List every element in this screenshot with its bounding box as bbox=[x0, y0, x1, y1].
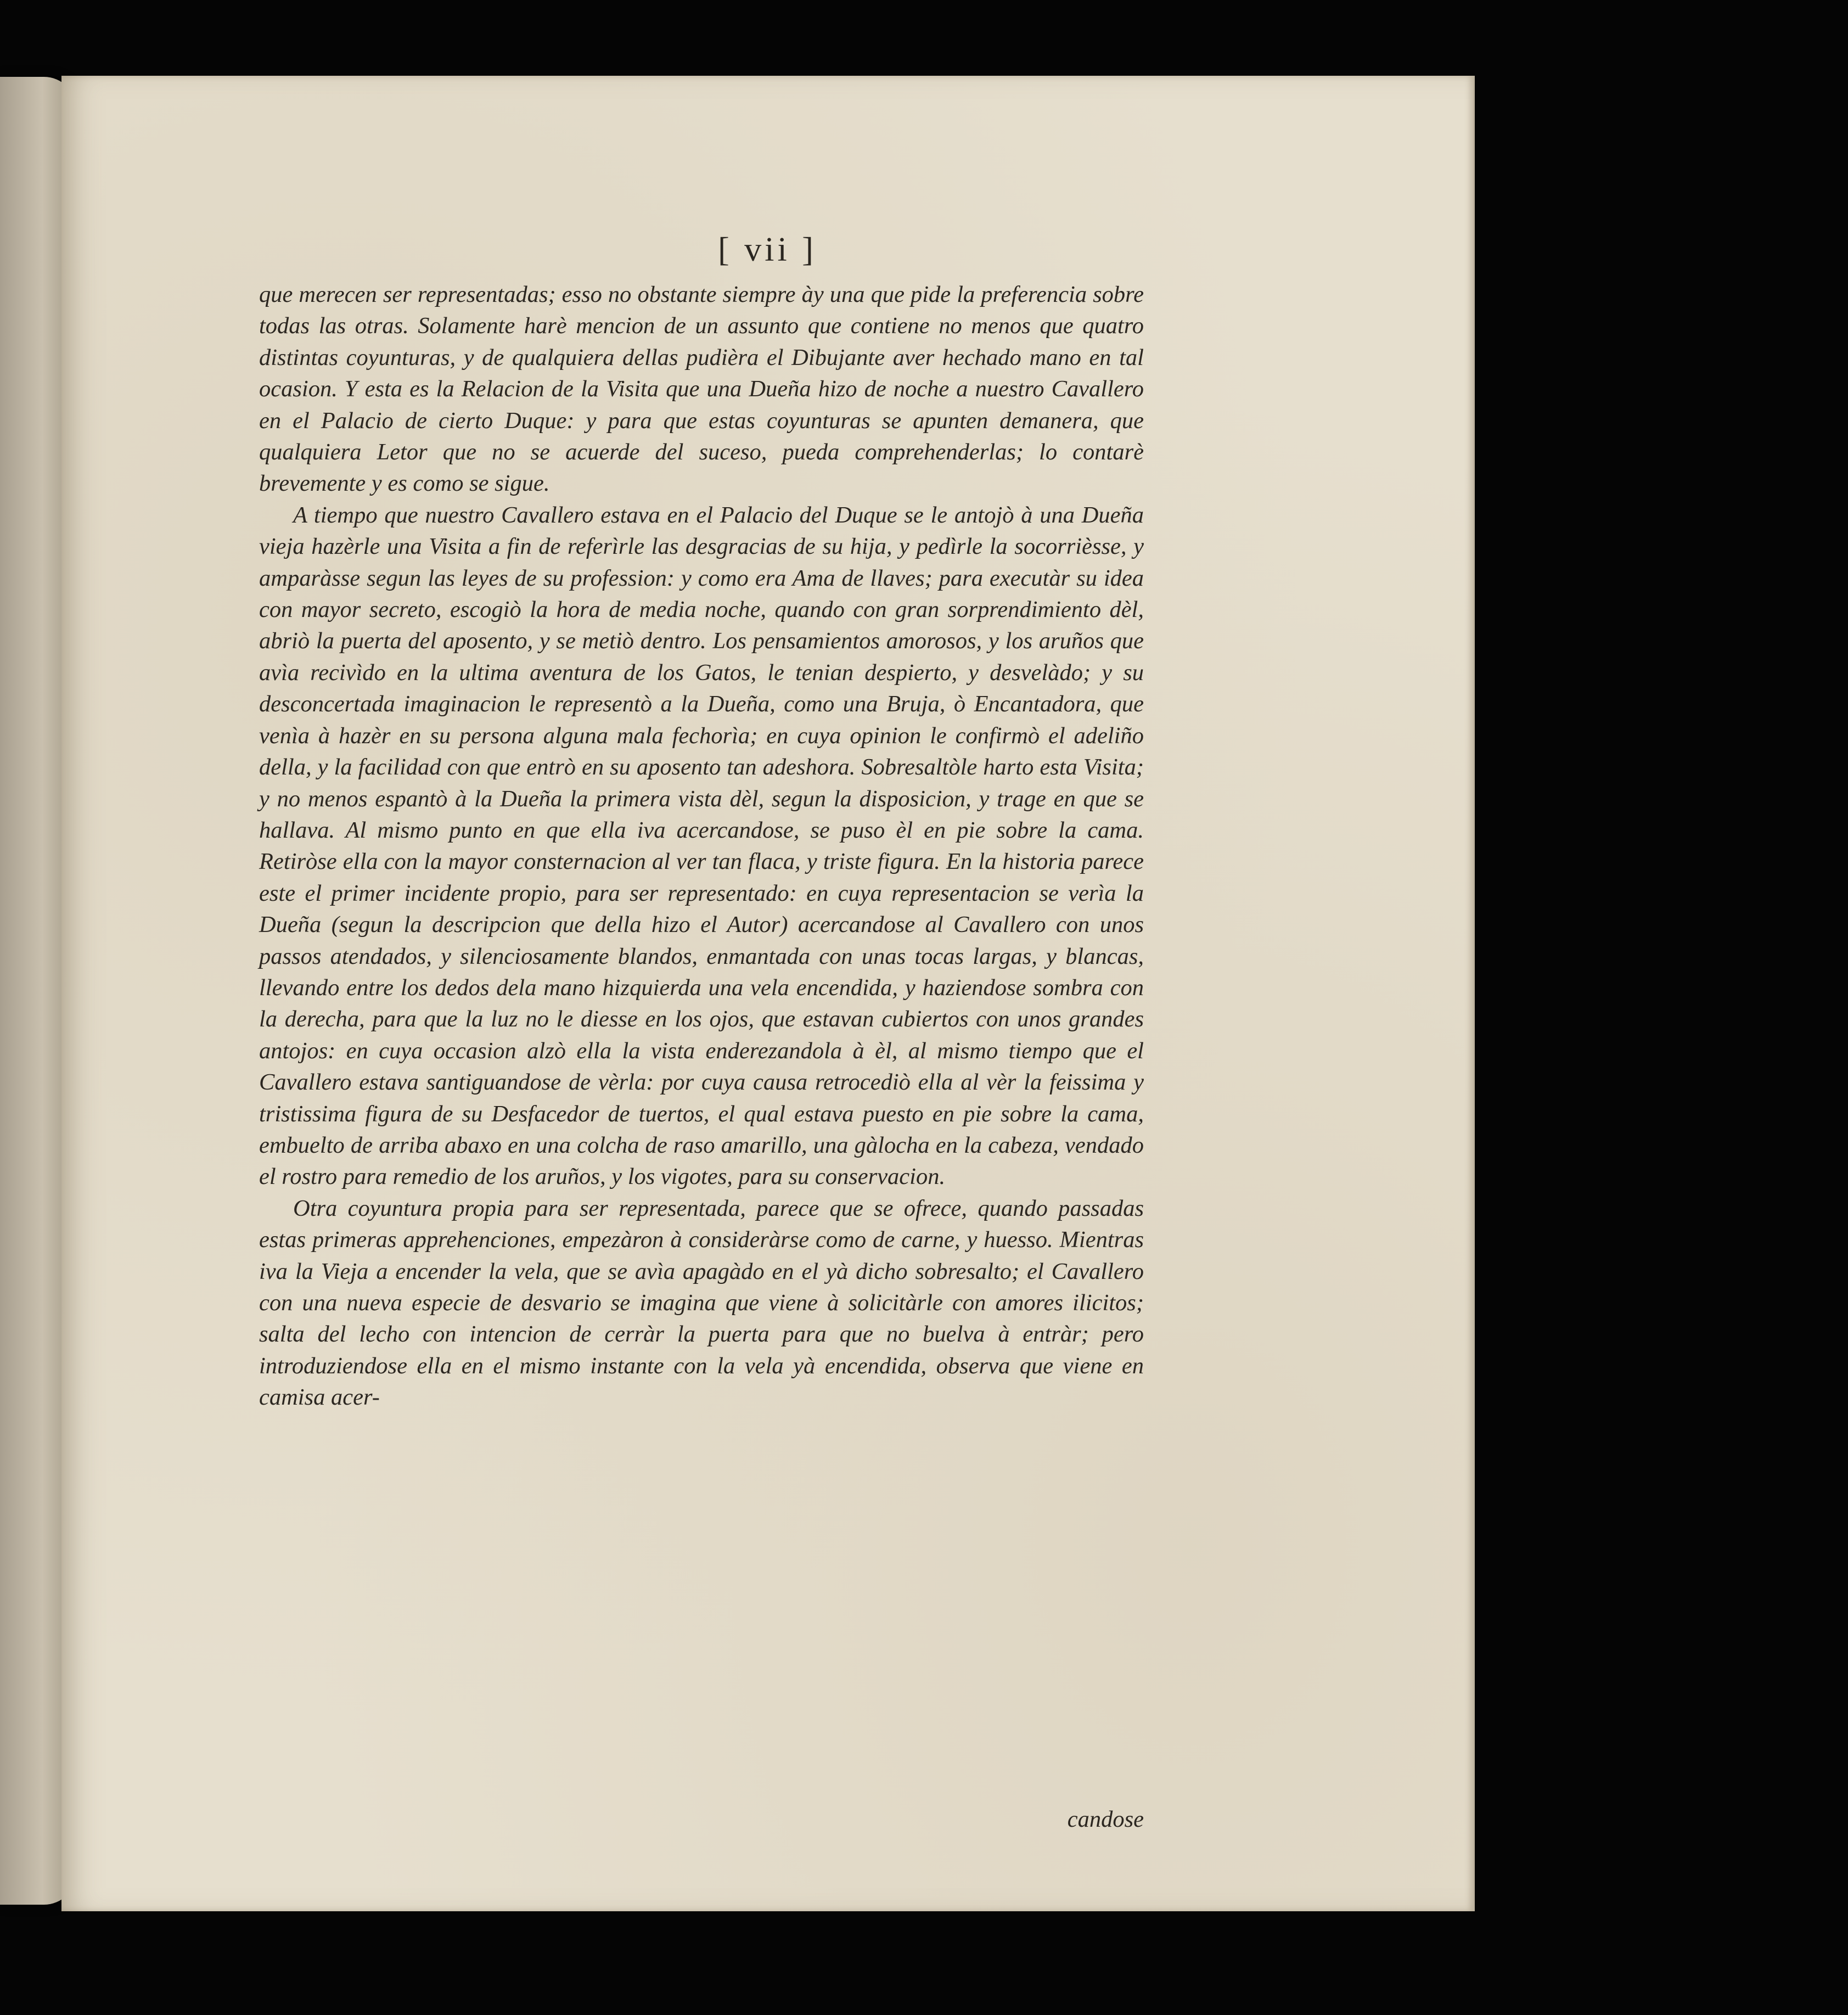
paragraph-1: que merecen ser representadas; esso no obstante siempre ày una que pide la preferencia sobre todas las otras. Solamente harè mencion de un assunto que contiene no menos que quatro distintas coyunturas, y de qualquiera dellas pudièra el Dibujante aver hechado mano en tal ocasion. Y esta es la Relacion de la Visita que una Dueña hizo de noche a nuestro Cavallero en el Palacio de cierto Duque: y para que estas coyunturas se apunten demanera, que qualquiera Letor que no se acuerde del suceso, pueda comprehenderlas; lo contarè brevemente y es como se sigue. bbox=[259, 282, 1144, 497]
catchword: candose bbox=[1067, 1806, 1144, 1832]
body-text bbox=[259, 279, 1144, 1413]
paragraph-2: A tiempo que nuestro Cavallero estava en el Palacio del Duque se le antojò à una Dueña vieja hazèrle una Visita a fin de referìrle las desgracias de su hija, y pedìrle la socorrièsse, y amparàsse segun las leyes de su profession: y como era Ama de llaves; para executàr su idea con mayor secreto, escogiò la hora de media noche, quando con gran sorprendimiento dèl, abriò la puerta del aposento, y se metiò dentro. Los pensamientos amorosos, y los aruños que avìa recivìdo en la ultima aventura de los Gatos, le tenian despierto, y desvelàdo; y su desconcertada imaginacion le representò a la Dueña, como una Bruja, ò Encantadora, que venìa à hazèr en su persona alguna mala fechorìa; en cuya opinion le confirmò el adeliño della, y la facilidad con que entrò en su aposento tan adeshora. Sobresaltòle harto esta Visita; y no menos espantò à la Dueña la primera vista dèl, segun la disposicion, y trage en que se hallava. Al mismo punto en que ella iva acercandose, se puso èl en pie sobre la cama. Retiròse ella con la mayor consternacion al ver tan flaca, y triste figura. En la historia parece este el primer incidente propio, para ser representado: en cuya representacion se verìa la Dueña (segun la descripcion que della hizo el Autor) acercandose al Cavallero con unos passos atendados, y silenciosamente blandos, enmantada con unas tocas largas, y blancas, llevando entre los dedos dela mano hizquierda una vela encendida, y haziendose sombra con la derecha, para que la luz no le diesse en los ojos, que estavan cubiertos con unos grandes antojos: en cuya occasion alzò ella la vista enderezandola à èl, al mismo tiempo que el Cavallero estava santiguandose de vèrla: por cuya causa retrocediò ella al vèr la feissima y tristissima figura de su Desfacedor de tuertos, el qual estava puesto en pie sobre la cama, embuelto de arriba abaxo en una colcha de raso amarillo, una gàlocha en la cabeza, vendado el rostro para remedio de los aruños, y los vigotes, para su conservacion. bbox=[259, 502, 1144, 1190]
book-page bbox=[61, 76, 1475, 1911]
paragraph-3: Otra coyuntura propia para ser representada, parece que se ofrece, quando passadas estas primeras apprehenciones, empezàron à consideràrse como de carne, y huesso. Mientras iva la Vieja a encender la vela, que se avìa apagàdo en el yà dicho sobresalto; el Cavallero con una nueva especie de desvario se imagina que viene à solicitàrle con amores ilicitos; salta del lecho con intencion de cerràr la puerta para que no buelva à entràr; pero introduziendose ella en el mismo instante con la vela yà encendida, observa que viene en camisa acer- bbox=[259, 1195, 1144, 1411]
page-number: [ vii ] bbox=[718, 231, 817, 268]
